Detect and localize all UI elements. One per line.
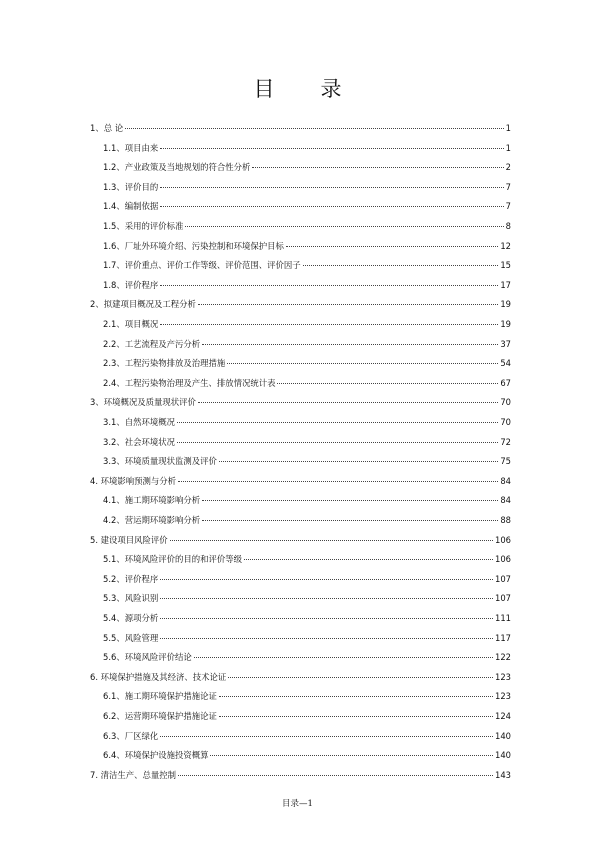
toc-entry-page: 1 <box>505 123 511 133</box>
toc-leader-dots <box>160 285 498 286</box>
toc-entry-label: 6.1、施工期环境保护措施论证 <box>103 691 217 702</box>
toc-entry-label: 2.2、工艺流程及产污分析 <box>103 338 201 349</box>
toc-entry-label: 4.1、施工期环境影响分析 <box>103 495 201 506</box>
toc-leader-dots <box>160 579 493 580</box>
toc-entry-label: 1.6、厂址外环境介绍、污染控制和环境保护目标 <box>103 240 284 251</box>
toc-leader-dots <box>160 206 503 207</box>
toc-entry[interactable] <box>103 750 511 761</box>
toc-entry[interactable] <box>103 417 511 428</box>
toc-entry[interactable] <box>103 456 511 467</box>
toc-leader-dots <box>185 226 503 227</box>
toc-leader-dots <box>227 363 498 364</box>
toc-entry-label: 4.2、营运期环境影响分析 <box>103 515 201 525</box>
toc-leader-dots <box>219 461 499 462</box>
toc-entry[interactable] <box>90 535 511 546</box>
toc-leader-dots <box>177 422 498 423</box>
toc-entry-label: 1.2、产业政策及当地规划的符合性分析 <box>103 162 251 173</box>
toc-entry[interactable] <box>103 280 511 291</box>
toc-leader-dots <box>160 324 498 325</box>
toc-leader-dots <box>198 304 499 305</box>
toc-leader-dots <box>198 402 499 403</box>
toc-entry[interactable] <box>103 652 511 663</box>
toc-entry[interactable] <box>103 437 511 448</box>
toc-entry-page: 19 <box>500 319 511 329</box>
toc-entry-page: 124 <box>495 711 511 721</box>
toc-leader-dots <box>252 167 503 168</box>
toc-entry-label: 7. 清洁生产、总量控制 <box>90 769 177 780</box>
toc-entry-label: 6. 环境保护措施及其经济、技术论证 <box>90 671 227 682</box>
toc-entry-page: 37 <box>500 338 511 349</box>
toc-leader-dots <box>210 755 493 756</box>
toc-leader-dots <box>228 677 493 678</box>
toc-leader-dots <box>170 540 493 541</box>
toc-entry[interactable] <box>103 319 511 330</box>
toc-entry[interactable] <box>103 691 511 702</box>
toc-entry[interactable] <box>103 515 511 526</box>
toc-entry-page: 106 <box>495 534 511 545</box>
toc-entry[interactable] <box>103 339 511 350</box>
toc-leader-dots <box>202 520 498 521</box>
toc-entry-label: 1.3、评价目的 <box>103 181 159 192</box>
toc-leader-dots <box>194 657 493 658</box>
toc-leader-dots <box>160 736 493 737</box>
toc-entry-page: 12 <box>500 240 511 251</box>
page-footer: 目录—1 <box>282 799 313 809</box>
toc-entry-label: 5.2、评价程序 <box>103 573 159 584</box>
toc-entry-label: 2.3、工程污染物排放及治理措施 <box>103 358 226 369</box>
toc-entry[interactable] <box>103 201 511 212</box>
toc-entry-page: 122 <box>495 652 511 663</box>
toc-entry-label: 1.8、评价程序 <box>103 279 159 290</box>
toc-entry[interactable] <box>90 123 511 134</box>
toc-entry-page: 19 <box>500 299 511 310</box>
title-char-1: 目 <box>253 77 275 101</box>
toc-leader-dots <box>202 500 498 501</box>
toc-entry[interactable] <box>103 554 511 565</box>
toc-leader-dots <box>125 128 504 129</box>
toc-leader-dots <box>244 559 493 560</box>
toc-leader-dots <box>286 246 499 247</box>
toc-entry-page: 88 <box>500 515 511 525</box>
toc-entry-page: 15 <box>500 260 511 271</box>
toc-entry[interactable] <box>90 397 511 408</box>
toc-leader-dots <box>160 618 493 619</box>
toc-entry-page: 117 <box>495 632 511 643</box>
toc-entry-label: 3、环境概况及质量现状评价 <box>90 397 196 408</box>
toc-leader-dots <box>177 442 498 443</box>
toc-entry[interactable] <box>103 260 511 271</box>
toc-leader-dots <box>219 716 493 717</box>
toc-entry-page: 84 <box>500 495 511 506</box>
toc-entry-page: 70 <box>500 417 511 427</box>
toc-entry-page: 107 <box>495 593 511 604</box>
toc-entry-page: 1 <box>505 142 511 153</box>
toc-entry-label: 6.4、环境保护设施投资概算 <box>103 750 209 761</box>
toc-entry[interactable] <box>103 241 511 252</box>
toc-entry-label: 1.5、采用的评价标准 <box>103 221 184 231</box>
toc-entry-page: 140 <box>495 750 511 761</box>
toc-entry-label: 6.2、运营期环境保护措施论证 <box>103 711 217 721</box>
toc-entry-page: 54 <box>500 358 511 369</box>
toc-entry-label: 5.4、源项分析 <box>103 613 159 623</box>
toc-entry[interactable] <box>103 182 511 193</box>
toc-entry[interactable] <box>90 672 511 683</box>
toc-leader-dots <box>202 344 498 345</box>
toc-entry-page: 67 <box>500 377 511 388</box>
toc-entry-page: 111 <box>495 613 511 623</box>
toc-entry-label: 6.3、厂区绿化 <box>103 730 159 741</box>
toc-entry-page: 8 <box>505 221 511 231</box>
toc-entry-label: 5.1、环境风险评价的目的和评价等级 <box>103 554 242 565</box>
toc-entry-page: 84 <box>500 475 511 486</box>
toc-entry-label: 3.1、自然环境概况 <box>103 417 175 427</box>
toc-leader-dots <box>303 265 499 266</box>
toc-entry-label: 3.3、环境质量现状监测及评价 <box>103 456 217 467</box>
toc-entry-label: 5. 建设项目风险评价 <box>90 534 168 545</box>
toc-entry-page: 123 <box>495 691 511 702</box>
toc-entry-label: 5.6、环境风险评价结论 <box>103 652 192 663</box>
toc-entry-label: 3.2、社会环境状况 <box>103 436 175 447</box>
toc-entry-page: 107 <box>495 573 511 584</box>
toc-entry-page: 72 <box>500 436 511 447</box>
toc-entry-page: 7 <box>505 201 511 212</box>
toc-entry[interactable] <box>103 378 511 389</box>
toc-entry[interactable] <box>103 162 511 173</box>
toc-entry[interactable] <box>103 593 511 604</box>
toc-entry-page: 17 <box>500 279 511 290</box>
toc-leader-dots <box>219 696 493 697</box>
toc-entry[interactable] <box>103 495 511 506</box>
toc-entry[interactable] <box>90 476 511 487</box>
page-title <box>0 73 595 103</box>
toc-entry-label: 5.3、风险识别 <box>103 593 159 604</box>
toc-entry-label: 2.1、项目概况 <box>103 319 159 329</box>
toc-entry-label: 1.4、编制依据 <box>103 201 159 212</box>
toc-entry-page: 75 <box>500 456 511 467</box>
toc-entry-label: 2、拟建项目概况及工程分析 <box>90 299 196 310</box>
toc-entry[interactable] <box>90 299 511 310</box>
toc-entry[interactable] <box>103 221 511 232</box>
toc-entry[interactable] <box>103 358 511 369</box>
toc-entry[interactable] <box>103 143 511 154</box>
toc-leader-dots <box>160 187 503 188</box>
title-char-2: 录 <box>320 77 342 101</box>
toc-leader-dots <box>160 638 493 639</box>
toc-entry[interactable] <box>103 731 511 742</box>
toc-entry-page: 140 <box>495 730 511 741</box>
toc-entry-label: 5.5、风险管理 <box>103 632 159 643</box>
toc-entry-page: 123 <box>495 671 511 682</box>
toc-entry-label: 4. 环境影响预测与分析 <box>90 475 177 486</box>
toc-entry[interactable] <box>103 574 511 585</box>
toc-leader-dots <box>160 598 493 599</box>
toc-entry-page: 2 <box>505 162 511 173</box>
toc-entry[interactable] <box>90 770 511 781</box>
toc-entry-label: 1、总 论 <box>90 123 124 133</box>
toc-leader-dots <box>277 383 498 384</box>
toc-entry[interactable] <box>103 613 511 624</box>
toc-leader-dots <box>178 481 498 482</box>
toc-entry[interactable] <box>103 633 511 644</box>
toc-entry-page: 7 <box>505 181 511 192</box>
toc-leader-dots <box>160 148 503 149</box>
toc-entry-label: 1.1、项目由来 <box>103 142 159 153</box>
toc-entry[interactable] <box>103 711 511 722</box>
toc-entry-page: 106 <box>495 554 511 565</box>
toc-entry-page: 143 <box>495 769 511 780</box>
toc-entry-label: 1.7、评价重点、评价工作等级、评价范围、评价因子 <box>103 260 301 271</box>
toc-entry-label: 2.4、工程污染物治理及产生、排放情况统计表 <box>103 377 276 388</box>
toc-leader-dots <box>178 775 493 776</box>
toc-entry-page: 70 <box>500 397 511 408</box>
